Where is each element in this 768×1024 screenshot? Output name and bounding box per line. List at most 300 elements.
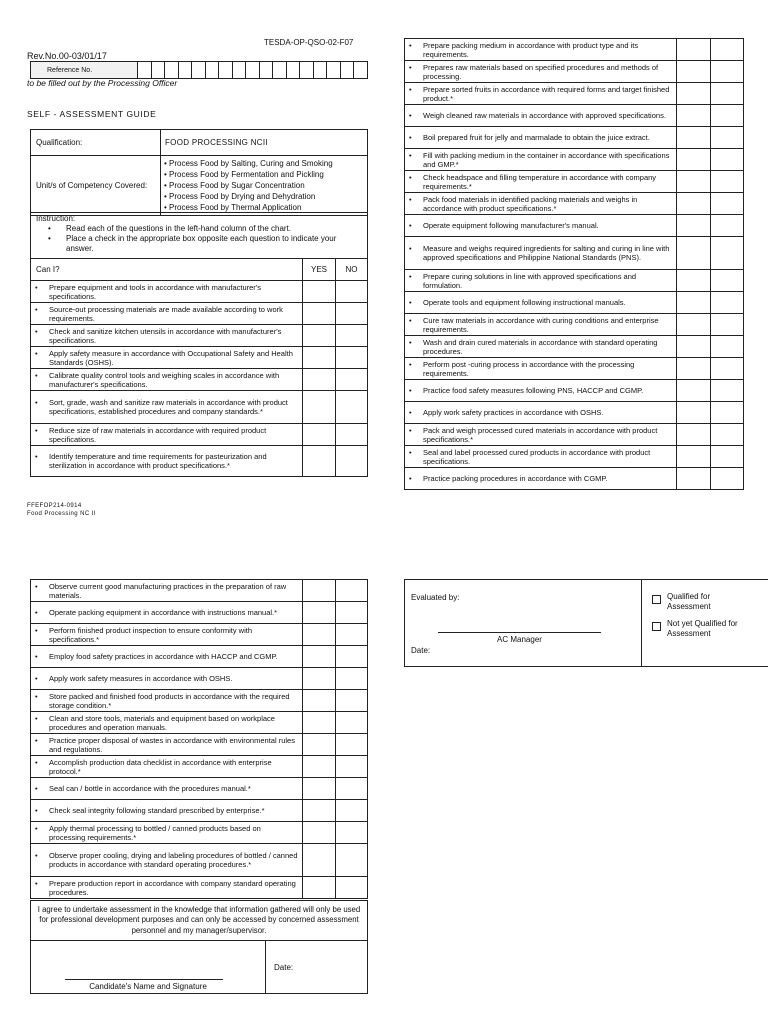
question-cell: [405, 424, 677, 446]
question-cell: [405, 270, 677, 292]
question-text: Operate packing equipment in accordance with instructions manual.*: [49, 608, 278, 617]
instruction-label: Instruction:: [36, 214, 76, 223]
checklist-row: [31, 281, 368, 303]
checklist-row: [31, 424, 368, 446]
bullet-icon: •: [35, 674, 38, 683]
reference-digit-box[interactable]: [300, 62, 314, 79]
question-text: Check and sanitize kitchen utensils in accordance with manufacturer's specifications.: [49, 326, 282, 345]
question-cell: [31, 424, 303, 446]
question-text: Apply work safety practices in accordance with OSHS.: [423, 408, 604, 417]
question-cell: [31, 347, 303, 369]
manager-label: AC Manager: [497, 635, 542, 644]
yes-checkbox-cell[interactable]: [303, 347, 336, 369]
bullet-icon: •: [35, 625, 38, 635]
yes-checkbox-cell[interactable]: [303, 281, 336, 303]
no-checkbox-cell[interactable]: [336, 602, 368, 624]
no-checkbox-cell[interactable]: [711, 193, 744, 215]
yes-checkbox-cell[interactable]: [677, 149, 711, 171]
no-checkbox-cell[interactable]: [711, 83, 744, 105]
bullet-icon: •: [409, 150, 412, 160]
yes-checkbox-cell[interactable]: [303, 580, 336, 602]
checklist-row: [405, 83, 744, 105]
bullet-icon: •: [35, 878, 38, 888]
no-checkbox-cell[interactable]: [711, 292, 744, 314]
units-label: Unit/s of Competency Covered:: [31, 156, 161, 216]
checklist-row: [31, 668, 368, 690]
yes-checkbox-cell[interactable]: [303, 734, 336, 756]
no-checkbox-cell[interactable]: [336, 391, 368, 424]
bullet-icon: •: [409, 337, 412, 347]
no-checkbox-cell[interactable]: [336, 624, 368, 646]
checklist-row: [31, 303, 368, 325]
instruction-item: [36, 224, 362, 234]
bullet-icon: •: [35, 581, 38, 591]
question-text: Boil prepared fruit for jelly and marmalade to obtain the juice extract.: [423, 133, 650, 142]
question-text: Observe current good manufacturing practices in the preparation of raw materials.: [49, 581, 287, 600]
checklist-row: [31, 446, 368, 477]
reference-digit-box[interactable]: [340, 62, 354, 79]
question-text: Pack and weigh processed cured materials in accordance with product specifications.*: [423, 425, 658, 444]
checklist-table-1: [30, 258, 368, 477]
footer-name: Food Processing NC II: [27, 511, 96, 517]
yes-checkbox-cell[interactable]: [677, 105, 711, 127]
column-yes: YES: [303, 259, 336, 281]
bullet-icon: •: [409, 298, 412, 307]
reference-digit-box[interactable]: [232, 62, 246, 79]
no-checkbox-cell[interactable]: [711, 215, 744, 237]
checklist-row: [405, 402, 744, 424]
reference-digit-box[interactable]: [259, 62, 273, 79]
qualification-result-cell: [642, 580, 768, 667]
revision-number: Rev.No.00-03/01/17: [27, 51, 107, 61]
yes-checkbox-cell[interactable]: [303, 325, 336, 347]
question-text: Calibrate quality control tools and weighing scales in accordance with manufacturer's specifications.: [49, 370, 280, 389]
bullet-icon: •: [35, 370, 38, 380]
question-cell: [31, 712, 303, 734]
yes-checkbox-cell[interactable]: [677, 193, 711, 215]
evaluation-date-label: Date:: [411, 646, 431, 655]
signature-line: [65, 979, 223, 980]
manager-signature-line: [438, 632, 601, 633]
yes-checkbox-cell[interactable]: [677, 358, 711, 380]
no-checkbox-cell[interactable]: [336, 580, 368, 602]
checklist-row: [31, 756, 368, 778]
yes-checkbox-cell[interactable]: [303, 756, 336, 778]
question-cell: [405, 193, 677, 215]
question-cell: [405, 468, 677, 490]
checklist-row: [405, 171, 744, 193]
no-checkbox-cell[interactable]: [336, 325, 368, 347]
no-checkbox-cell[interactable]: [336, 877, 368, 899]
question-cell: [405, 105, 677, 127]
yes-checkbox-cell[interactable]: [303, 877, 336, 899]
bullet-icon: •: [48, 234, 51, 243]
no-checkbox-cell[interactable]: [336, 712, 368, 734]
question-cell: [31, 446, 303, 477]
bullet-icon: •: [35, 735, 38, 745]
bullet-icon: •: [409, 84, 412, 94]
checklist-row: [405, 149, 744, 171]
question-cell: [31, 668, 303, 690]
yes-checkbox-cell[interactable]: [677, 270, 711, 292]
bullet-icon: •: [35, 608, 38, 617]
qualified-label: Qualified for Assessment: [667, 592, 711, 611]
bullet-icon: •: [409, 271, 412, 281]
question-cell: [405, 171, 677, 193]
bullet-icon: •: [409, 133, 412, 142]
no-checkbox-cell[interactable]: [336, 778, 368, 800]
bullet-icon: •: [35, 691, 38, 701]
checklist-row: [405, 193, 744, 215]
no-checkbox-cell[interactable]: [336, 734, 368, 756]
no-checkbox-cell[interactable]: [711, 314, 744, 336]
question-text: Cure raw materials in accordance with curing conditions and enterprise requirements.: [423, 315, 659, 334]
bullet-icon: •: [409, 111, 412, 120]
checklist-row: [31, 734, 368, 756]
checklist-row: [31, 822, 368, 844]
question-cell: [405, 358, 677, 380]
candidate-date-cell[interactable]: Date:: [266, 941, 368, 994]
page-title: SELF - ASSESSMENT GUIDE: [27, 109, 157, 119]
question-cell: [405, 83, 677, 105]
checklist-row: [405, 292, 744, 314]
question-cell: [31, 690, 303, 712]
no-checkbox-cell[interactable]: [711, 61, 744, 83]
question-cell: [31, 325, 303, 347]
no-checkbox-cell[interactable]: [711, 402, 744, 424]
not-qualified-checkbox[interactable]: [652, 622, 661, 631]
bullet-icon: •: [409, 221, 412, 230]
checklist-row: [31, 347, 368, 369]
yes-checkbox-cell[interactable]: [303, 624, 336, 646]
yes-checkbox-cell[interactable]: [303, 303, 336, 325]
no-checkbox-cell[interactable]: [336, 646, 368, 668]
no-checkbox-cell[interactable]: [336, 844, 368, 877]
no-checkbox-cell[interactable]: [336, 369, 368, 391]
question-cell: [405, 380, 677, 402]
checklist-row: [405, 424, 744, 446]
checklist-row: [405, 446, 744, 468]
yes-checkbox-cell[interactable]: [677, 468, 711, 490]
checklist-row: [31, 602, 368, 624]
no-checkbox-cell[interactable]: [336, 800, 368, 822]
yes-checkbox-cell[interactable]: [677, 402, 711, 424]
yes-checkbox-cell[interactable]: [677, 424, 711, 446]
bullet-icon: •: [35, 713, 38, 723]
candidate-signature-cell[interactable]: [31, 941, 266, 994]
yes-checkbox-cell[interactable]: [677, 171, 711, 193]
no-checkbox-cell[interactable]: [336, 446, 368, 477]
reference-digit-box[interactable]: [192, 62, 206, 79]
reference-digit-box[interactable]: [354, 62, 368, 79]
no-checkbox-cell[interactable]: [711, 270, 744, 292]
yes-checkbox-cell[interactable]: [677, 446, 711, 468]
yes-checkbox-cell[interactable]: [677, 314, 711, 336]
no-checkbox-cell[interactable]: [711, 380, 744, 402]
yes-checkbox-cell[interactable]: [677, 292, 711, 314]
checklist-row: [405, 127, 744, 149]
no-checkbox-cell[interactable]: [711, 237, 744, 270]
question-text: Apply safety measure in accordance with Occupational Safety and Health Standards (OSHS).: [49, 348, 293, 367]
checklist-row: [31, 800, 368, 822]
question-text: Prepares raw materials based on specified procedures and methods of processing.: [423, 62, 659, 81]
yes-checkbox-cell[interactable]: [303, 446, 336, 477]
bullet-icon: •: [35, 282, 38, 292]
unit-item: • Process Food by Sugar Concentration: [164, 181, 305, 190]
checklist-row: [405, 358, 744, 380]
yes-checkbox-cell[interactable]: [677, 215, 711, 237]
question-cell: [31, 602, 303, 624]
yes-checkbox-cell[interactable]: [303, 712, 336, 734]
no-checkbox-cell[interactable]: [711, 424, 744, 446]
evaluator-cell[interactable]: [405, 580, 642, 667]
bullet-icon: •: [35, 425, 38, 435]
no-checkbox-cell[interactable]: [336, 668, 368, 690]
yes-checkbox-cell[interactable]: [303, 646, 336, 668]
question-text: Operate tools and equipment following instructional manuals.: [423, 298, 626, 307]
bullet-icon: •: [35, 326, 38, 336]
yes-checkbox-cell[interactable]: [303, 822, 336, 844]
bullet-icon: •: [409, 408, 412, 417]
bullet-icon: •: [35, 806, 38, 815]
bullet-icon: •: [35, 823, 38, 833]
no-checkbox-cell[interactable]: [336, 690, 368, 712]
question-cell: [405, 127, 677, 149]
no-checkbox-cell[interactable]: [711, 336, 744, 358]
no-checkbox-cell[interactable]: [336, 347, 368, 369]
reference-number-table: [30, 61, 368, 79]
no-checkbox-cell[interactable]: [711, 468, 744, 490]
question-text: Seal can / bottle in accordance with the procedures manual.*: [49, 784, 251, 793]
question-cell: [31, 877, 303, 899]
checklist-row: [31, 712, 368, 734]
yes-checkbox-cell[interactable]: [303, 844, 336, 877]
reference-digit-box[interactable]: [327, 62, 341, 79]
yes-checkbox-cell[interactable]: [303, 778, 336, 800]
instruction-text: Place a check in the appropriate box opposite each question to indicate your answer.: [66, 234, 337, 253]
not-qualified-option[interactable]: [652, 619, 765, 639]
checklist-row: [31, 325, 368, 347]
checklist-row: [405, 336, 744, 358]
question-cell: [31, 391, 303, 424]
reference-digit-box[interactable]: [151, 62, 165, 79]
reference-digit-box[interactable]: [313, 62, 327, 79]
yes-checkbox-cell[interactable]: [677, 39, 711, 61]
question-text: Employ food safety practices in accordance with HACCP and CGMP.: [49, 652, 278, 661]
yes-checkbox-cell[interactable]: [303, 424, 336, 446]
evaluation-table: [404, 579, 768, 667]
question-text: Sort, grade, wash and sanitize raw materials in accordance with product specifications, established procedures and company standards.*: [49, 398, 288, 416]
yes-checkbox-cell[interactable]: [677, 61, 711, 83]
question-text: Perform post -curing process in accordance with the processing requirements.: [423, 359, 635, 378]
question-cell: [405, 292, 677, 314]
no-checkbox-cell[interactable]: [711, 149, 744, 171]
no-checkbox-cell[interactable]: [711, 39, 744, 61]
question-cell: [405, 336, 677, 358]
unit-item: • Process Food by Fermentation and Pickling: [164, 170, 324, 179]
bullet-icon: •: [48, 224, 51, 233]
yes-checkbox-cell[interactable]: [303, 391, 336, 424]
question-cell: [31, 822, 303, 844]
no-checkbox-cell[interactable]: [336, 424, 368, 446]
checklist-row: [405, 270, 744, 292]
question-cell: [31, 800, 303, 822]
instruction-item: [36, 234, 362, 254]
bullet-icon: •: [409, 40, 412, 50]
yes-checkbox-cell[interactable]: [303, 668, 336, 690]
question-text: Practice food safety measures following PNS, HACCP and CGMP.: [423, 386, 644, 395]
question-cell: [405, 402, 677, 424]
question-text: Practice packing procedures in accordance with CGMP.: [423, 474, 608, 483]
question-cell: [31, 369, 303, 391]
reference-digit-box[interactable]: [286, 62, 300, 79]
question-text: Check headspace and filling temperature in accordance with company requirements.*: [423, 172, 657, 191]
candidate-signature-label: Candidate's Name and Signature: [89, 982, 207, 991]
checklist-row: [31, 369, 368, 391]
question-text: Perform finished product inspection to ensure conformity with specifications.*: [49, 625, 253, 644]
checklist-row: [405, 105, 744, 127]
question-text: Identify temperature and time requirements for pasteurization and sterilization in accordance with product specifications.*: [49, 452, 267, 470]
agreement-text: I agree to undertake assessment in the knowledge that information gathered will only be used for professional development purposes and can only be accessed by concerned assessment personnel and my manager/supervisor.: [31, 901, 368, 941]
checklist-row: [405, 215, 744, 237]
bullet-icon: •: [409, 386, 412, 395]
qualified-checkbox[interactable]: [652, 595, 661, 604]
question-text: Store packed and finished food products in accordance with the required storage condition.*: [49, 691, 290, 710]
checklist-row: [31, 778, 368, 800]
bullet-icon: •: [35, 398, 38, 407]
yes-checkbox-cell[interactable]: [303, 690, 336, 712]
bullet-icon: •: [35, 348, 38, 358]
checklist-row: [405, 314, 744, 336]
question-text: Weigh cleaned raw materials in accordance with approved specifications.: [423, 111, 666, 120]
checklist-row: [405, 380, 744, 402]
reference-digit-box[interactable]: [273, 62, 287, 79]
question-text: Reduce size of raw materials in accordance with required product specifications.: [49, 425, 267, 444]
unit-item: • Process Food by Salting, Curing and Smoking: [164, 159, 333, 168]
question-cell: [31, 756, 303, 778]
checklist-row: [31, 580, 368, 602]
reference-digit-box[interactable]: [178, 62, 192, 79]
question-text: Prepare production report in accordance with company standard operating procedures.: [49, 878, 296, 897]
yes-checkbox-cell[interactable]: [677, 237, 711, 270]
reference-label: Reference No.: [31, 62, 138, 79]
checklist-row: [405, 468, 744, 490]
bullet-icon: •: [35, 851, 38, 860]
reference-digit-box[interactable]: [138, 62, 152, 79]
checklist-table-2: [404, 38, 744, 490]
checklist-row: [405, 61, 744, 83]
bullet-icon: •: [409, 172, 412, 182]
qualified-option[interactable]: [652, 592, 765, 612]
question-cell: [31, 303, 303, 325]
no-checkbox-cell[interactable]: [336, 756, 368, 778]
no-checkbox-cell[interactable]: [336, 822, 368, 844]
instruction-text: Read each of the questions in the left-hand column of the chart.: [66, 224, 292, 233]
checklist-row: [405, 237, 744, 270]
reference-digit-box[interactable]: [165, 62, 179, 79]
units-list: [161, 156, 368, 216]
question-cell: [405, 61, 677, 83]
no-checkbox-cell[interactable]: [711, 171, 744, 193]
no-checkbox-cell[interactable]: [711, 127, 744, 149]
bullet-icon: •: [35, 452, 38, 461]
reference-digit-box[interactable]: [246, 62, 260, 79]
footer-code: FFEFOP214-0914: [27, 503, 82, 509]
checklist-row: [31, 624, 368, 646]
question-text: Apply thermal processing to bottled / canned products based on processing requirements.*: [49, 823, 261, 842]
question-text: Pack food materials in identified packing materials and weighs in accordance with product specifications.*: [423, 194, 638, 213]
unit-item: • Process Food by Drying and Dehydration: [164, 192, 316, 201]
question-cell: [31, 624, 303, 646]
question-cell: [405, 215, 677, 237]
question-text: Prepare packing medium in accordance with product type and its requirements.: [423, 40, 639, 59]
question-text: Accomplish production data checklist in accordance with enterprise protocol.*: [49, 757, 272, 776]
column-can-i: Can I?: [31, 259, 303, 281]
checklist-row: [31, 844, 368, 877]
no-checkbox-cell[interactable]: [711, 446, 744, 468]
instruction-list: [36, 224, 362, 254]
no-checkbox-cell[interactable]: [336, 281, 368, 303]
instruction-box: [31, 213, 368, 259]
question-cell: [405, 446, 677, 468]
yes-checkbox-cell[interactable]: [677, 336, 711, 358]
bullet-icon: •: [409, 62, 412, 72]
checklist-row: [31, 877, 368, 899]
question-cell: [31, 281, 303, 303]
question-cell: [31, 844, 303, 877]
bullet-icon: •: [35, 784, 38, 793]
yes-checkbox-cell[interactable]: [677, 127, 711, 149]
yes-checkbox-cell[interactable]: [303, 602, 336, 624]
question-cell: [31, 646, 303, 668]
question-cell: [405, 314, 677, 336]
question-text: Prepare curing solutions in line with approved specifications and formulation.: [423, 271, 637, 290]
bullet-icon: •: [409, 447, 412, 457]
no-checkbox-cell[interactable]: [711, 105, 744, 127]
bullet-icon: •: [409, 244, 412, 253]
no-checkbox-cell[interactable]: [711, 358, 744, 380]
question-text: Observe proper cooling, drying and labeling procedures of bottled / canned products in accordance with standard operating procedures.*: [49, 851, 298, 869]
form-code: TESDA-OP-QSO-02-F07: [264, 38, 354, 47]
question-cell: [31, 778, 303, 800]
question-text: Seal and label processed cured products in accordance with product specifications.: [423, 447, 651, 466]
checklist-row: [405, 39, 744, 61]
question-text: Wash and drain cured materials in accordance with standard operating procedures.: [423, 337, 658, 356]
checklist-row: [31, 646, 368, 668]
qualification-table: [30, 129, 368, 216]
instruction-table: [30, 212, 368, 259]
bullet-icon: •: [35, 652, 38, 661]
question-text: Prepare sorted fruits in accordance with required forms and target finished product.*: [423, 84, 670, 103]
question-cell: [31, 734, 303, 756]
no-checkbox-cell[interactable]: [336, 303, 368, 325]
bullet-icon: •: [409, 359, 412, 369]
reference-digit-box[interactable]: [205, 62, 219, 79]
question-text: Fill with packing medium in the container in accordance with specifications and GMP.*: [423, 150, 670, 169]
yes-checkbox-cell[interactable]: [303, 800, 336, 822]
question-text: Source-out processing materials are made available according to work requirements.: [49, 304, 283, 323]
question-cell: [405, 39, 677, 61]
reference-digit-box[interactable]: [219, 62, 233, 79]
yes-checkbox-cell[interactable]: [677, 380, 711, 402]
yes-checkbox-cell[interactable]: [303, 369, 336, 391]
bullet-icon: •: [35, 304, 38, 314]
question-text: Practice proper disposal of wastes in accordance with environmental rules and regulations.: [49, 735, 295, 754]
not-qualified-label: Not yet Qualified for Assessment: [667, 619, 738, 638]
question-text: Check seal integrity following standard prescribed by enterprise.*: [49, 806, 265, 815]
question-text: Operate equipment following manufacturer's manual.: [423, 221, 599, 230]
yes-checkbox-cell[interactable]: [677, 83, 711, 105]
